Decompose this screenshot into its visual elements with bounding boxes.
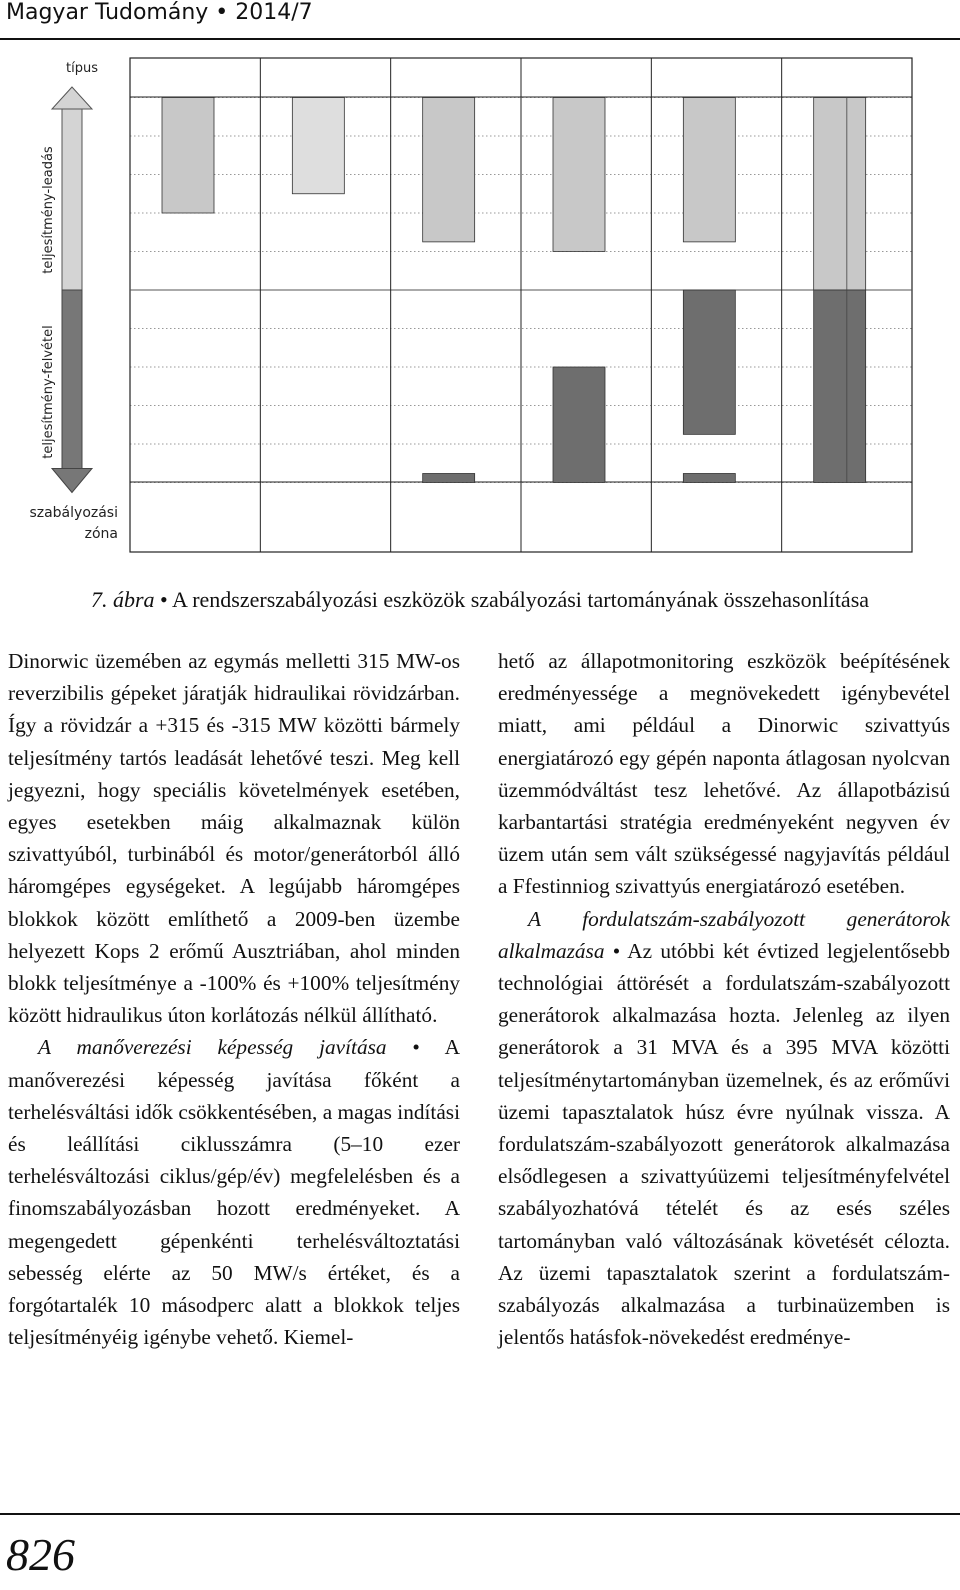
arrow-lower-body <box>62 290 82 471</box>
right-paragraph-2 <box>498 903 950 1354</box>
bar-range <box>162 98 214 214</box>
caption-text: A rendszerszabályozási eszközök szabályozási tartományának összehasonlítása <box>172 587 870 612</box>
arrow-lower-head <box>52 469 92 493</box>
axis-label-lower: teljesítmény-felvétel <box>41 325 56 459</box>
arrow-upper-body <box>62 107 82 290</box>
figure-caption <box>0 587 960 613</box>
bar-range <box>683 474 735 483</box>
right-paragraph-1: hető az állapotmonitoring eszközök beépítésének eredményessége a megnövekedett igénybevétel miatt, ami például a Dinorwic szivattyús energiatározó egy gépén naponta átlagosan nyolcvan üzemmódváltást tesz lehetővé. Az állapotbázisú karbantartási stratégia eredményeként negyven év üzem után sem vált szükségessé nagyjavítás például a Ffestinniog szivattyús energiatározó esetében. <box>498 649 950 899</box>
right-text-column <box>498 645 950 1353</box>
bar-range <box>292 98 344 194</box>
bar-range <box>553 98 605 252</box>
comparison-figure <box>0 40 960 580</box>
running-header: Magyar Tudomány • 2014/7 <box>6 0 313 25</box>
left-text-column <box>8 645 460 1353</box>
bar-range-lower <box>814 290 866 483</box>
left-paragraph-1: Dinorwic üzemében az egymás melletti 315 MW-os reverzibilis gépeket járatják hidraulikai rövidzárban. Így a rövidzár a +315 és -315 MW közötti bármely teljesítmény tartós leadását lehetővé teszi. Meg kell jegyezni, hogy speciális követelmények esetében, egyes esetekben máig alkalmaznak külön szivattyúból, turbinából és motor/generátorból álló háromgépes egységeket. A legújabb háromgépes blokkok között említhető a 2009-ben üzembe helyezett Kops 2 erőmű Ausztriában, ahol minden blokk teljesítménye a -100% és +100% teljesítmény között hidraulikus úton korlátozás nélkül állítható. <box>8 649 460 1028</box>
caption-bullet: • <box>160 587 168 612</box>
left-heading-bullet: • <box>412 1035 420 1060</box>
bar-range <box>683 98 735 242</box>
right-paragraph-2-text: Az utóbbi két évtized legjelentősebb technológiai áttörését a fordulatszám-szabályozott generátorok alkalmazása hozta. Jelenleg az ilyen generátorok a 31 MVA és a 395 MVA közötti teljesítménytartományban üzemelnek, és az erőművi üzemi tapasztalatok húsz évre nyúlnak vissza. A fordulatszám-szabályozott generátorok alkalmazása elsődlegesen a szivattyúüzemi teljesítményfelvétel szabályozhatóvá tételét és az esés széles tartományban való változásának követését célozta. Az üzemi tapasztalatok szerint a fordulatszám-szabályozás alkalmazása a turbinaüzemben is jelentős hatásfok-növekedést eredménye- <box>498 938 950 1350</box>
zone-label-2: zóna <box>84 526 118 542</box>
type-label: típus <box>66 61 98 76</box>
left-paragraph-2 <box>8 1031 460 1353</box>
caption-label: 7. ábra <box>90 587 155 612</box>
page-number: 826 <box>6 1529 75 1580</box>
zone-label: szabályozási <box>29 505 118 521</box>
bar-range <box>683 290 735 434</box>
arrow-upper-head <box>52 87 92 109</box>
bar-range <box>553 367 605 483</box>
left-section-heading: A manőverezési képesség javítása <box>38 1035 387 1060</box>
axis-label-upper: teljesítmény-leadás <box>41 146 56 274</box>
bar-range <box>423 474 475 483</box>
footer-rule <box>0 1513 960 1515</box>
bar-range-upper <box>814 98 866 291</box>
right-heading-bullet: • <box>612 938 621 963</box>
right-section-heading: A fordulatszám-szabályozott generátorok alkalmazása <box>498 906 950 963</box>
left-paragraph-2-text: A manőverezési képesség javítása főként a terhelésváltási idők csökkentésében, a magas indítási és leállítási ciklusszámra (5–10 ezer terhelésváltozási ciklus/gép/év) megfelelésben és a finomszabályozásban hozott eredményeket. A megengedett gépenkénti terhelésváltoztatási sebesség elérte az 50 MW/s értéket, és a forgótartalék 10 másodperc alatt a blokkok teljes teljesítményéig igénybe vehető. Kiemel- <box>8 1035 460 1350</box>
bar-range <box>423 98 475 242</box>
